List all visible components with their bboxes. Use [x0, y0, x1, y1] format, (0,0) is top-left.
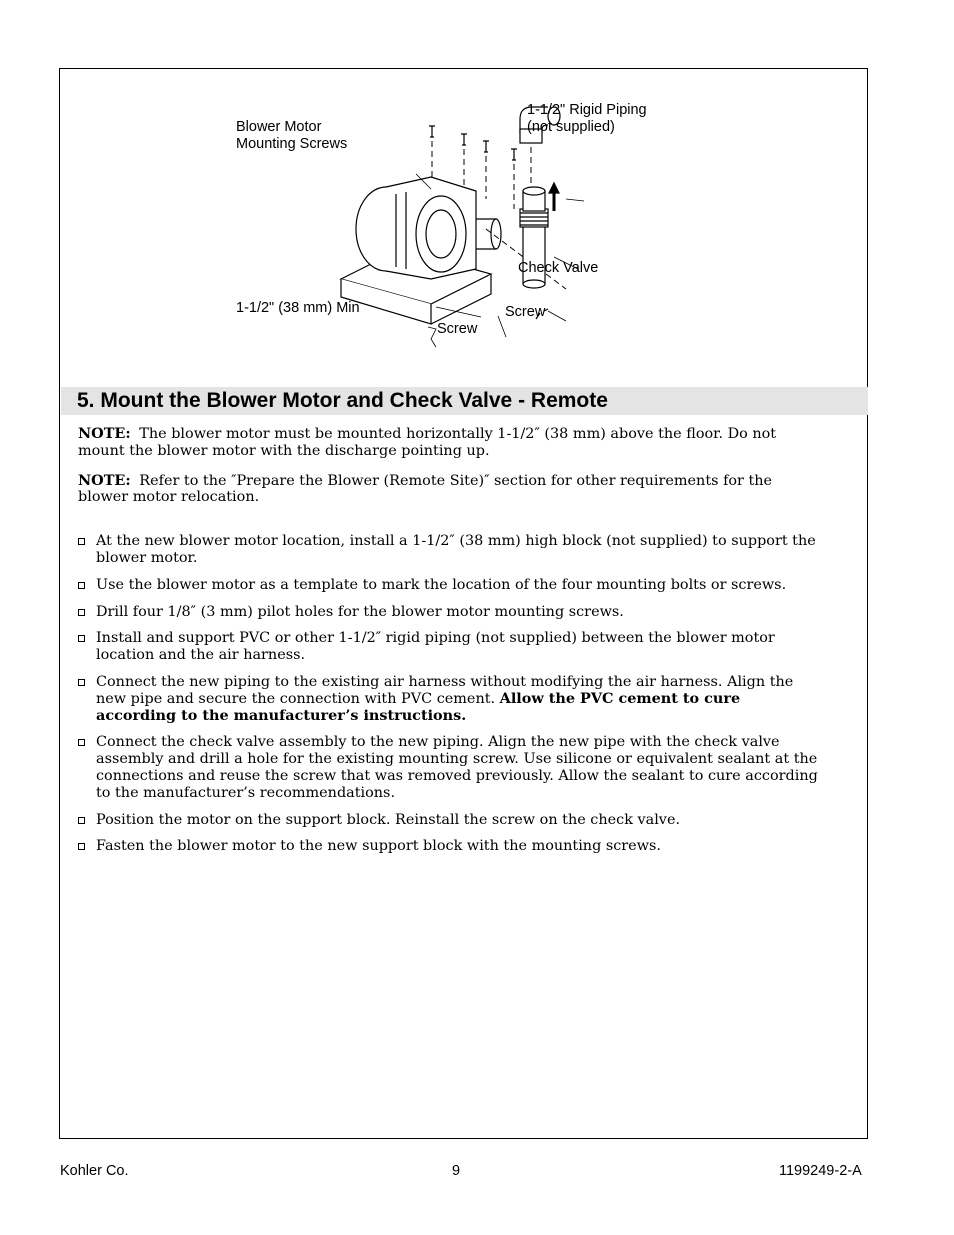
- blower-motor-diagram: [236, 99, 696, 379]
- step-text: Connect the new piping to the existing air harness without modifying the air harness. Align the new pipe and secure the connection with PVC cement.: [96, 673, 794, 707]
- checkbox-bullet-icon: [78, 538, 85, 545]
- step-text: At the new blower motor location, install a 1-1/2″ (38 mm) high block (not supplied) to support the blower motor.: [96, 533, 816, 566]
- checkbox-bullet-icon: [78, 679, 85, 686]
- checkbox-bullet-icon: [78, 582, 85, 589]
- step-text: Fasten the blower motor to the new support block with the mounting screws.: [96, 838, 661, 855]
- note-label: NOTE:: [78, 471, 131, 489]
- list-item: [78, 577, 818, 594]
- step-text: Use the blower motor as a template to mark the location of the four mounting bolts or screws.: [96, 576, 787, 593]
- note-text: The blower motor must be mounted horizontally 1-1/2″ (38 mm) above the floor. Do not mount the blower motor with the discharge pointing up.: [78, 426, 777, 459]
- list-item: [78, 630, 818, 664]
- label-line: Mounting Screws: [236, 136, 348, 152]
- checkbox-bullet-icon: [78, 635, 85, 642]
- list-item: [78, 838, 818, 855]
- footer-page-number: 9: [452, 1163, 461, 1179]
- label-check-valve: Check Valve: [518, 260, 599, 276]
- page-frame: [59, 68, 868, 1139]
- label-screw-bottom: Screw: [437, 321, 478, 337]
- footer-company: Kohler Co.: [60, 1163, 129, 1179]
- section-title: 5. Mount the Blower Motor and Check Valve - Remote: [77, 389, 608, 412]
- list-item: [78, 734, 818, 801]
- step-text: Position the motor on the support block. Reinstall the screw on the check valve.: [96, 811, 681, 828]
- note-text: Refer to the ″Prepare the Blower (Remote Site)″ section for other requirements for the blower motor relocation.: [78, 472, 773, 506]
- note-paragraph: [78, 473, 818, 507]
- step-text: Drill four 1/8″ (3 mm) pilot holes for the blower motor mounting screws.: [96, 603, 624, 620]
- step-list: [78, 533, 818, 855]
- section-header-bar: [61, 387, 868, 415]
- footer-doc-number: 1199249-2-A: [779, 1163, 862, 1179]
- list-item: [78, 604, 818, 621]
- label-line: Blower Motor: [236, 119, 322, 135]
- label-min-height: 1-1/2" (38 mm) Min: [236, 300, 360, 316]
- step-text: Connect the check valve assembly to the new piping. Align the new pipe with the check valve assembly and drill a hole for the existing mounting screw. Use silicone or equivalent sealant at the connections and reuse the screw that was removed previously. Allow the sealant to cure according to the manufacturer’s recommendations.: [96, 734, 818, 801]
- step-emphasis: Allow the PVC cement to cure according to the manufacturer’s instructions.: [96, 689, 741, 724]
- label-line: (not supplied): [527, 119, 615, 135]
- step-text: Install and support PVC or other 1-1/2″ rigid piping (not supplied) between the blower motor location and the air harness.: [96, 630, 775, 664]
- checkbox-bullet-icon: [78, 843, 85, 850]
- label-rigid-piping: [527, 102, 647, 136]
- checkbox-bullet-icon: [78, 817, 85, 824]
- list-item: [78, 674, 818, 724]
- checkbox-bullet-icon: [78, 739, 85, 746]
- label-blower-mounting-screws: [236, 119, 347, 153]
- list-item: [78, 533, 818, 567]
- section-body: [78, 426, 818, 865]
- label-line: 1-1/2" Rigid Piping: [527, 102, 647, 118]
- note-paragraph: [78, 426, 818, 460]
- label-screw-right: Screw: [505, 304, 546, 320]
- checkbox-bullet-icon: [78, 609, 85, 616]
- list-item: [78, 812, 818, 829]
- note-label: NOTE:: [78, 425, 131, 442]
